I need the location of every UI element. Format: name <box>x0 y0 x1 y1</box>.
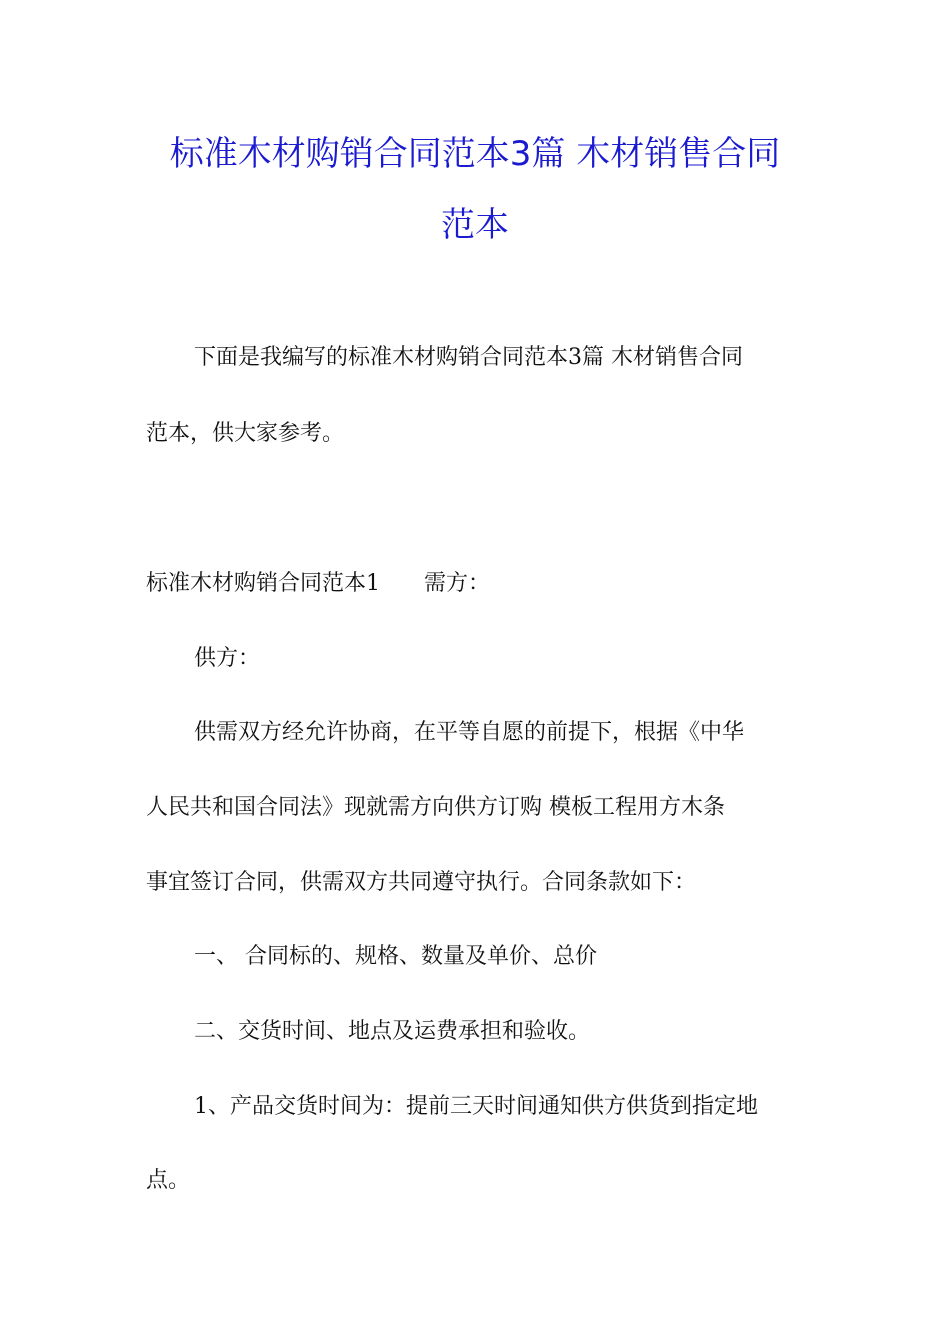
item-one-line-2: 点。 <box>146 1168 191 1193</box>
section-heading: 标准木材购销合同范本1 需方： <box>146 571 490 596</box>
document-title-line-1: 标准木材购销合同范本3篇 木材销售合同 <box>169 134 781 174</box>
item-one-line-1: 1、产品交货时间为：提前三天时间通知供方供货到指定地 <box>194 1094 758 1119</box>
clause-one: 一、 合同标的、规格、数量及单价、总价 <box>194 944 597 969</box>
body-paragraph-line-3: 事宜签订合同，供需双方共同遵守执行。合同条款如下： <box>146 870 697 895</box>
body-paragraph-line-2: 人民共和国合同法》现就需方向供方订购 模板工程用方木条 <box>146 795 725 820</box>
supplier-label: 供方： <box>194 646 261 671</box>
body-paragraph-line-1: 供需双方经允许协商，在平等自愿的前提下，根据《中华 <box>194 720 745 745</box>
intro-paragraph-line-2: 范本，供大家参考。 <box>146 421 345 446</box>
intro-paragraph-line-1: 下面是我编写的标准木材购销合同范本3篇 木材销售合同 <box>194 345 743 370</box>
document-title-line-2: 范本 <box>441 205 509 245</box>
clause-two: 二、交货时间、地点及运费承担和验收。 <box>194 1019 591 1044</box>
